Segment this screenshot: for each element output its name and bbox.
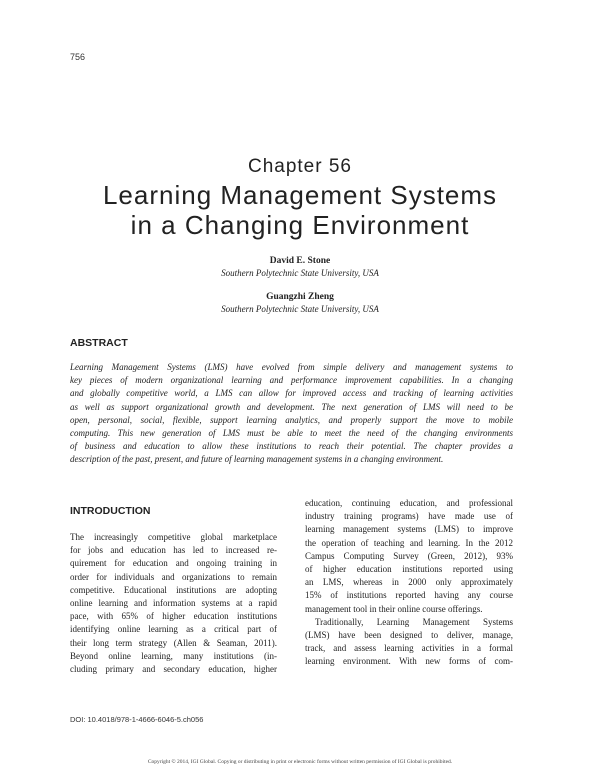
body-line: pace, with 65% of higher education institutions xyxy=(70,611,277,622)
left-column xyxy=(70,531,277,676)
body-line: for jobs and education has led to increased re- xyxy=(70,545,277,556)
body-line: an LMS, whereas in 2000 only approximately xyxy=(305,577,513,588)
body-line: (LMS) have been designed to deliver, manage, xyxy=(305,629,513,640)
page-number: 756 xyxy=(70,52,86,62)
author-name: David E. Stone xyxy=(269,256,331,266)
body-line: competitive. Educational institutions are adopting xyxy=(70,584,277,595)
abstract-line: computing. This new generation of LMS must be able to meet the need of the changing environments xyxy=(70,427,513,438)
abstract-line: key pieces of modern organizational learning and performance improvement capabilities. In a changing xyxy=(70,375,513,386)
chapter-label: Chapter 56 xyxy=(247,156,352,177)
body-line: Traditionally, Learning Management Systems xyxy=(315,616,513,627)
author-block xyxy=(195,255,405,279)
abstract-line: of business and education to allow these institutions to reach their potential. The chapter provides a xyxy=(70,441,513,452)
body-line: the operation of teaching and learning. In the 2012 xyxy=(305,537,513,548)
body-line: The increasingly competitive global marketplace xyxy=(70,532,277,542)
body-line: learning environment. With new forms of com- xyxy=(305,656,513,667)
abstract-line: as well as support organizational growth and development. The next generation of LMS will need to be xyxy=(70,401,513,412)
body-line: Beyond online learning, many institutions (in- xyxy=(70,650,277,661)
title-line: in a Changing Environment xyxy=(130,210,470,240)
body-line: management tool in their online course offerings. xyxy=(305,603,483,614)
doi: DOI: 10.4018/978-1-4666-6046-5.ch056 xyxy=(70,715,204,724)
body-line: track, and assess learning activities in a formal xyxy=(305,643,513,654)
body-line: their long term strategy (Allen & Seaman, 2011). xyxy=(70,637,277,648)
abstract-heading: ABSTRACT xyxy=(70,337,128,349)
introduction-heading: INTRODUCTION xyxy=(70,505,151,517)
right-column xyxy=(305,497,513,668)
body-line: identifying online learning as a critical part of xyxy=(70,624,277,635)
body-line: industry training programs) have made use of xyxy=(305,511,513,522)
abstract-line: Learning Management Systems (LMS) have evolved from simple delivery and management systems to xyxy=(70,362,513,372)
body-line: order for individuals and organizations to remain xyxy=(70,571,277,582)
body-line: of higher education institutions reported using xyxy=(305,563,513,574)
abstract-line: open, personal, social, flexible, support learning analytics, and properly support the move to mobile xyxy=(70,414,513,425)
title-line: Learning Management Systems xyxy=(102,180,498,210)
abstract-line: and globally competitive world, a LMS can allow for improved access and tracking of learning activities xyxy=(70,388,513,399)
chapter-title xyxy=(0,180,600,240)
author-block xyxy=(195,291,405,315)
abstract-text xyxy=(70,361,513,467)
body-line: online learning and information systems at a rapid xyxy=(70,597,277,608)
author-name: Guangzhi Zheng xyxy=(266,292,334,302)
body-line: cluding primary and secondary education, higher xyxy=(70,663,277,674)
body-line: quirement for education and ongoing training in xyxy=(70,558,277,569)
body-line: education, continuing education, and professional xyxy=(305,498,513,508)
abstract-line: description of the past, present, and future of learning management systems in a changing environment. xyxy=(70,454,444,465)
body-line: learning management systems (LMS) to improve xyxy=(305,524,513,535)
body-line: Campus Computing Survey (Green, 2012), 93% xyxy=(305,550,513,561)
copyright-notice: Copyright © 2014, IGI Global. Copying or distributing in print or electronic forms without written permission of IGI Global is prohibited. xyxy=(147,759,453,765)
author-affiliation: Southern Polytechnic State University, USA xyxy=(221,304,379,314)
author-affiliation: Southern Polytechnic State University, USA xyxy=(221,268,379,278)
body-line: 15% of institutions reported having any course xyxy=(305,590,513,601)
